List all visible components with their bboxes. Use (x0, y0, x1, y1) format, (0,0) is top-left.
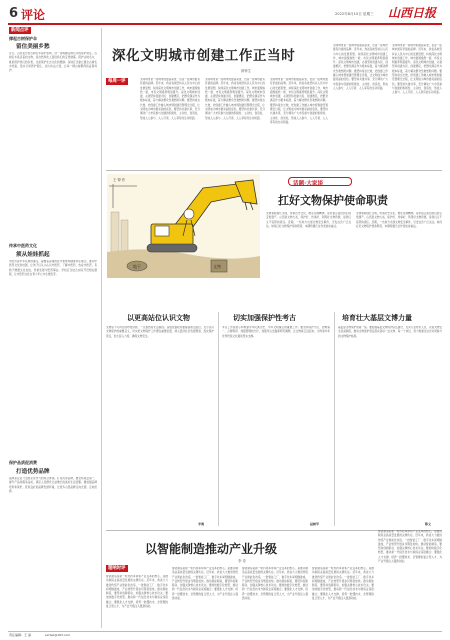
paper-logo: 山西日报 (388, 6, 437, 20)
bottom-tag: 理响时评 (108, 565, 126, 571)
footer-editor: 责任编辑：王 丽 (9, 633, 31, 637)
topic-sub-3-body: 基层是文物保护的第一线。要加强基层文物保护队伍建设，充实专业技术人员，完善文物安全巡查制度，推动文物保护责任落实到每一处文物、每一个岗位，努力构建全社会共同参与的文物保护格局。 (338, 326, 442, 338)
editorial-bottom-rule (106, 170, 442, 171)
topic-tag-label: 话题·大家谈 (293, 181, 324, 187)
topic-sub-2-author: 赵树军 (310, 522, 320, 526)
left-item-3-body: 品牌是企业乃至国家竞争力的综合体现。打造优势品牌，要坚持质量第一，提升产品和服务品质，满足人民群众日益增长的美好生活需要。要加强品牌培育和保护，营造良好的品牌发展环境，让更多山西品牌走向全国、走向世界。 (9, 477, 97, 493)
bottom-body-col-1: 智能制造是新一轮科技革命和产业变革的核心，是推动制造业高质量发展的关键所在。近年来，我省大力推进传统产业智能化改造，一批智能工厂、数字化车间相继建成，产业转型升级步伐明显加快。推动智能制造，要坚持创新驱动，加强关键核心技术攻关；要加快数字化转型，推动新一代信息技术与制造业深度融合；要强化人才支撑，培养一批懂技术、会管理的复合型人才，为产业升级注入强劲动能。 (106, 575, 168, 609)
bottom-body-col-5: 智能制造是新一轮科技革命和产业变革的核心，是推动制造业高质量发展的关键所在。近年来，我省大力推进传统产业智能化改造，一批智能工厂、数字化车间相继建成，产业转型升级步伐明显加快。推动智能制造，要坚持创新驱动，加强关键核心技术攻关；要加快数字化转型，推动新一代信息技术与制造业深度融合；要强化人才支撑，培养一批懂技术、会管理的复合型人才，为产业升级注入强劲动能。 (378, 530, 442, 564)
excavator-cartoon-icon (107, 174, 260, 278)
topic-sub-1-author: 李鸿 (198, 522, 205, 526)
left-item-2-body: 中医药是中华民族的瑰宝，凝聚着深邃的哲学智慧和健康养生理念。推动中医药文化进校园，让孩子们从小认识中医药、了解中医药、热爱中医药，有助于增强文化自信，传承发展中医药事业。学校应当结合实际开设相关课程，让中医药文化在青少年心中生根发芽。 (9, 260, 97, 276)
topic-intro-col-2: 文物承载灿烂文明，传承历史文化，维系民族精神，是老祖宗留给我们的宝贵遗产。山西是文物大省，保护好、传承好、利用好文物资源，是我们义不容辞的责任。近期，一些地方出现文物安全事件，引发社会广泛关注。如何扛好文物保护使命职责，本期特邀几位作者谈谈看法。 (356, 212, 442, 228)
left-column-divider (101, 28, 102, 628)
topic-intro-col-1: 文物承载灿烂文明，传承历史文化，维系民族精神，是老祖宗留给我们的宝贵遗产。山西是文物大省，保护好、传承好、利用好文物资源，是我们义不容辞的责任。近期，一些地方出现文物安全事件，引发社会广泛关注。如何扛好文物保护使命职责，本期特邀几位作者谈谈看法。 (266, 212, 351, 228)
editorial-tag: 每周一评 (108, 78, 126, 84)
left-item-3-kicker: 保护品质促消费 (9, 460, 37, 465)
editorial-body-col-4: 文明城市是一座城市的最高荣誉，也是一座城市最有价值的品牌。近年来，我省各地坚持以人民为中心的发展思想，持续深化文明城市创建工作，城市面貌焕然一新，市民文明素养明显提升。深化文明城市创建，必须坚持创建为民、创建惠民，把群众满意作为根本标准，着力解决群众急难愁盼问题。要坚持常态长效，把创建工作融入城市规划建设管理全过程，让文明成为城市最亮丽的底色。要坚持共建共享，充分调动广大市民参与创建的积极性、主动性、创造性，形成人人参与、人人尽责、人人享有的生动局面。 (333, 44, 388, 90)
bottom-body-col-4: 智能制造是新一轮科技革命和产业变革的核心，是推动制造业高质量发展的关键所在。近年来，我省大力推进传统产业智能化改造，一批智能工厂、数字化车间相继建成，产业转型升级步伐明显加快。推动智能制造，要坚持创新驱动，加强关键核心技术攻关；要加快数字化转型，推动新一代信息技术与制造业深度融合；要强化人才支撑，培养一批懂技术、会管理的复合型人才，为产业升级注入强劲动能。 (312, 567, 374, 601)
cartoon-label-underground: 地下 (133, 264, 141, 269)
masthead (0, 0, 450, 24)
editorial-body-col-5: 文明城市是一座城市的最高荣誉，也是一座城市最有价值的品牌。近年来，我省各地坚持以人民为中心的发展思想，持续深化文明城市创建工作，城市面貌焕然一新，市民文明素养明显提升。深化文明城市创建，必须坚持创建为民、创建惠民，把群众满意作为根本标准，着力解决群众急难愁盼问题。要坚持常态长效，把创建工作融入城市规划建设管理全过程，让文明成为城市最亮丽的底色。要坚持共建共享，充分调动广大市民参与创建的积极性、主动性、创造性，形成人人参与、人人尽责、人人享有的生动局面。 (392, 44, 442, 95)
left-item-1-title: 留住美丽乡愁 (16, 44, 50, 50)
bottom-headline: 以智能制造推动产业升级 (145, 542, 278, 556)
footer-rule (8, 631, 442, 632)
footer-email: sxrbpl@163.com (45, 633, 71, 637)
editorial-body-col-1: 文明城市是一座城市的最高荣誉，也是一座城市最有价值的品牌。近年来，我省各地坚持以人民为中心的发展思想，持续深化文明城市创建工作，城市面貌焕然一新，市民文明素养明显提升。深化文明城市创建，必须坚持创建为民、创建惠民，把群众满意作为根本标准，着力解决群众急难愁盼问题。要坚持常态长效，把创建工作融入城市规划建设管理全过程，让文明成为城市最亮丽的底色。要坚持共建共享，充分调动广大市民参与创建的积极性、主动性、创造性，形成人人参与、人人尽责、人人享有的生动局面。 (140, 78, 200, 120)
topic-headline: 扛好文物保护使命职责 (278, 194, 388, 207)
topic-sub-2-title: 切实加强保护性考古 (233, 313, 296, 322)
left-item-3-title: 打造优势品牌 (16, 469, 50, 475)
topic-sub-3-author: 陈文 (425, 522, 432, 526)
topic-divider-1 (218, 312, 219, 526)
cartoon (107, 174, 260, 278)
bottom-author: 李 奇 (238, 559, 246, 563)
topic-sub-1-title: 以更高站位认识文物 (127, 313, 190, 322)
left-item-1-kicker: 撑起古树保护伞 (9, 36, 37, 41)
topic-divider-2 (334, 312, 335, 526)
left-item-1-body: 近日，山西省出台古树名木保护条例，进一步明确古树名木的保护责任。古树名木是活着的文物，是自然和先人留给我们的宝贵财富。保护古树名木，就是保护我们的乡愁，也是保护生态文化的根脉。各地应当建立健全古树名木档案，落实日常养护责任，加大执法力度，让每一棵古树都得到妥善呵护。 (9, 52, 97, 73)
issue-date: 2022年8月10日 星期三 (335, 12, 374, 16)
section-name: 评论 (21, 8, 46, 22)
cartoon-signature: 王 铎 作 (113, 178, 126, 182)
topic-sub-2-body: 考古工作是展示和构建中华民族历史、中华文明瑰宝的重要工作。要坚持保护为主、抢救第一、合理利用、加强管理的方针，加强考古发掘和研究阐释，让文物真正活起来，为传承中华优秀传统文化提供坚实支撑。 (222, 326, 330, 338)
bottom-body-col-2: 智能制造是新一轮科技革命和产业变革的核心，是推动制造业高质量发展的关键所在。近年来，我省大力推进传统产业智能化改造，一批智能工厂、数字化车间相继建成，产业转型升级步伐明显加快。推动智能制造，要坚持创新驱动，加强关键核心技术攻关；要加快数字化转型，推动新一代信息技术与制造业深度融合；要强化人才支撑，培养一批懂技术、会管理的复合型人才，为产业升级注入强劲动能。 (172, 567, 238, 601)
topic-sub-3-title: 培育壮大基层文博力量 (342, 313, 412, 322)
bottom-body-col-3: 智能制造是新一轮科技革命和产业变革的核心，是推动制造业高质量发展的关键所在。近年来，我省大力推进传统产业智能化改造，一批智能工厂、数字化车间相继建成，产业转型升级步伐明显加快。推动智能制造，要坚持创新驱动，加强关键核心技术攻关；要加快数字化转型，推动新一代信息技术与制造业深度融合；要强化人才支撑，培养一批懂技术、会管理的复合型人才，为产业升级注入强劲动能。 (242, 567, 308, 601)
topic-tag (288, 177, 352, 186)
left-column-tag: 新闻点评 (11, 27, 29, 33)
left-item-2-title: 须从娃娃抓起 (16, 252, 50, 258)
page-number: 6 (9, 6, 19, 21)
editorial-author: 薛钟生 (241, 69, 252, 73)
editorial-headline: 深化文明城市创建工作正当时 (112, 48, 296, 64)
topic-sub-1-body: 文物是不可再生的珍贵资源，一旦损毁将无法挽回。各级党委政府要提高政治站位，充分认识文物保护的重要意义，切实把文物保护工作摆在重要位置，纳入经济社会发展规划，落实保护责任，加大投入力度，确保文物安全。 (106, 326, 214, 338)
editorial-body-col-3: 文明城市是一座城市的最高荣誉，也是一座城市最有价值的品牌。近年来，我省各地坚持以人民为中心的发展思想，持续深化文明城市创建工作，城市面貌焕然一新，市民文明素养明显提升。深化文明城市创建，必须坚持创建为民、创建惠民，把群众满意作为根本标准，着力解决群众急难愁盼问题。要坚持常态长效，把创建工作融入城市规划建设管理全过程，让文明成为城市最亮丽的底色。要坚持共建共享，充分调动广大市民参与创建的积极性、主动性、创造性，形成人人参与、人人尽责、人人享有的生动局面。 (270, 78, 328, 124)
editorial-body-col-2: 文明城市是一座城市的最高荣誉，也是一座城市最有价值的品牌。近年来，我省各地坚持以人民为中心的发展思想，持续深化文明城市创建工作，城市面貌焕然一新，市民文明素养明显提升。深化文明城市创建，必须坚持创建为民、创建惠民，把群众满意作为根本标准，着力解决群众急难愁盼问题。要坚持常态长效，把创建工作融入城市规划建设管理全过程，让文明成为城市最亮丽的底色。要坚持共建共享，充分调动广大市民参与创建的积极性、主动性、创造性，形成人人参与、人人尽责、人人享有的生动局面。 (205, 78, 265, 120)
cartoon-label-relic: 文物 (213, 264, 221, 269)
masthead-rule (8, 23, 442, 25)
left-item-2-kicker: 传承中医药文化 (9, 243, 37, 248)
